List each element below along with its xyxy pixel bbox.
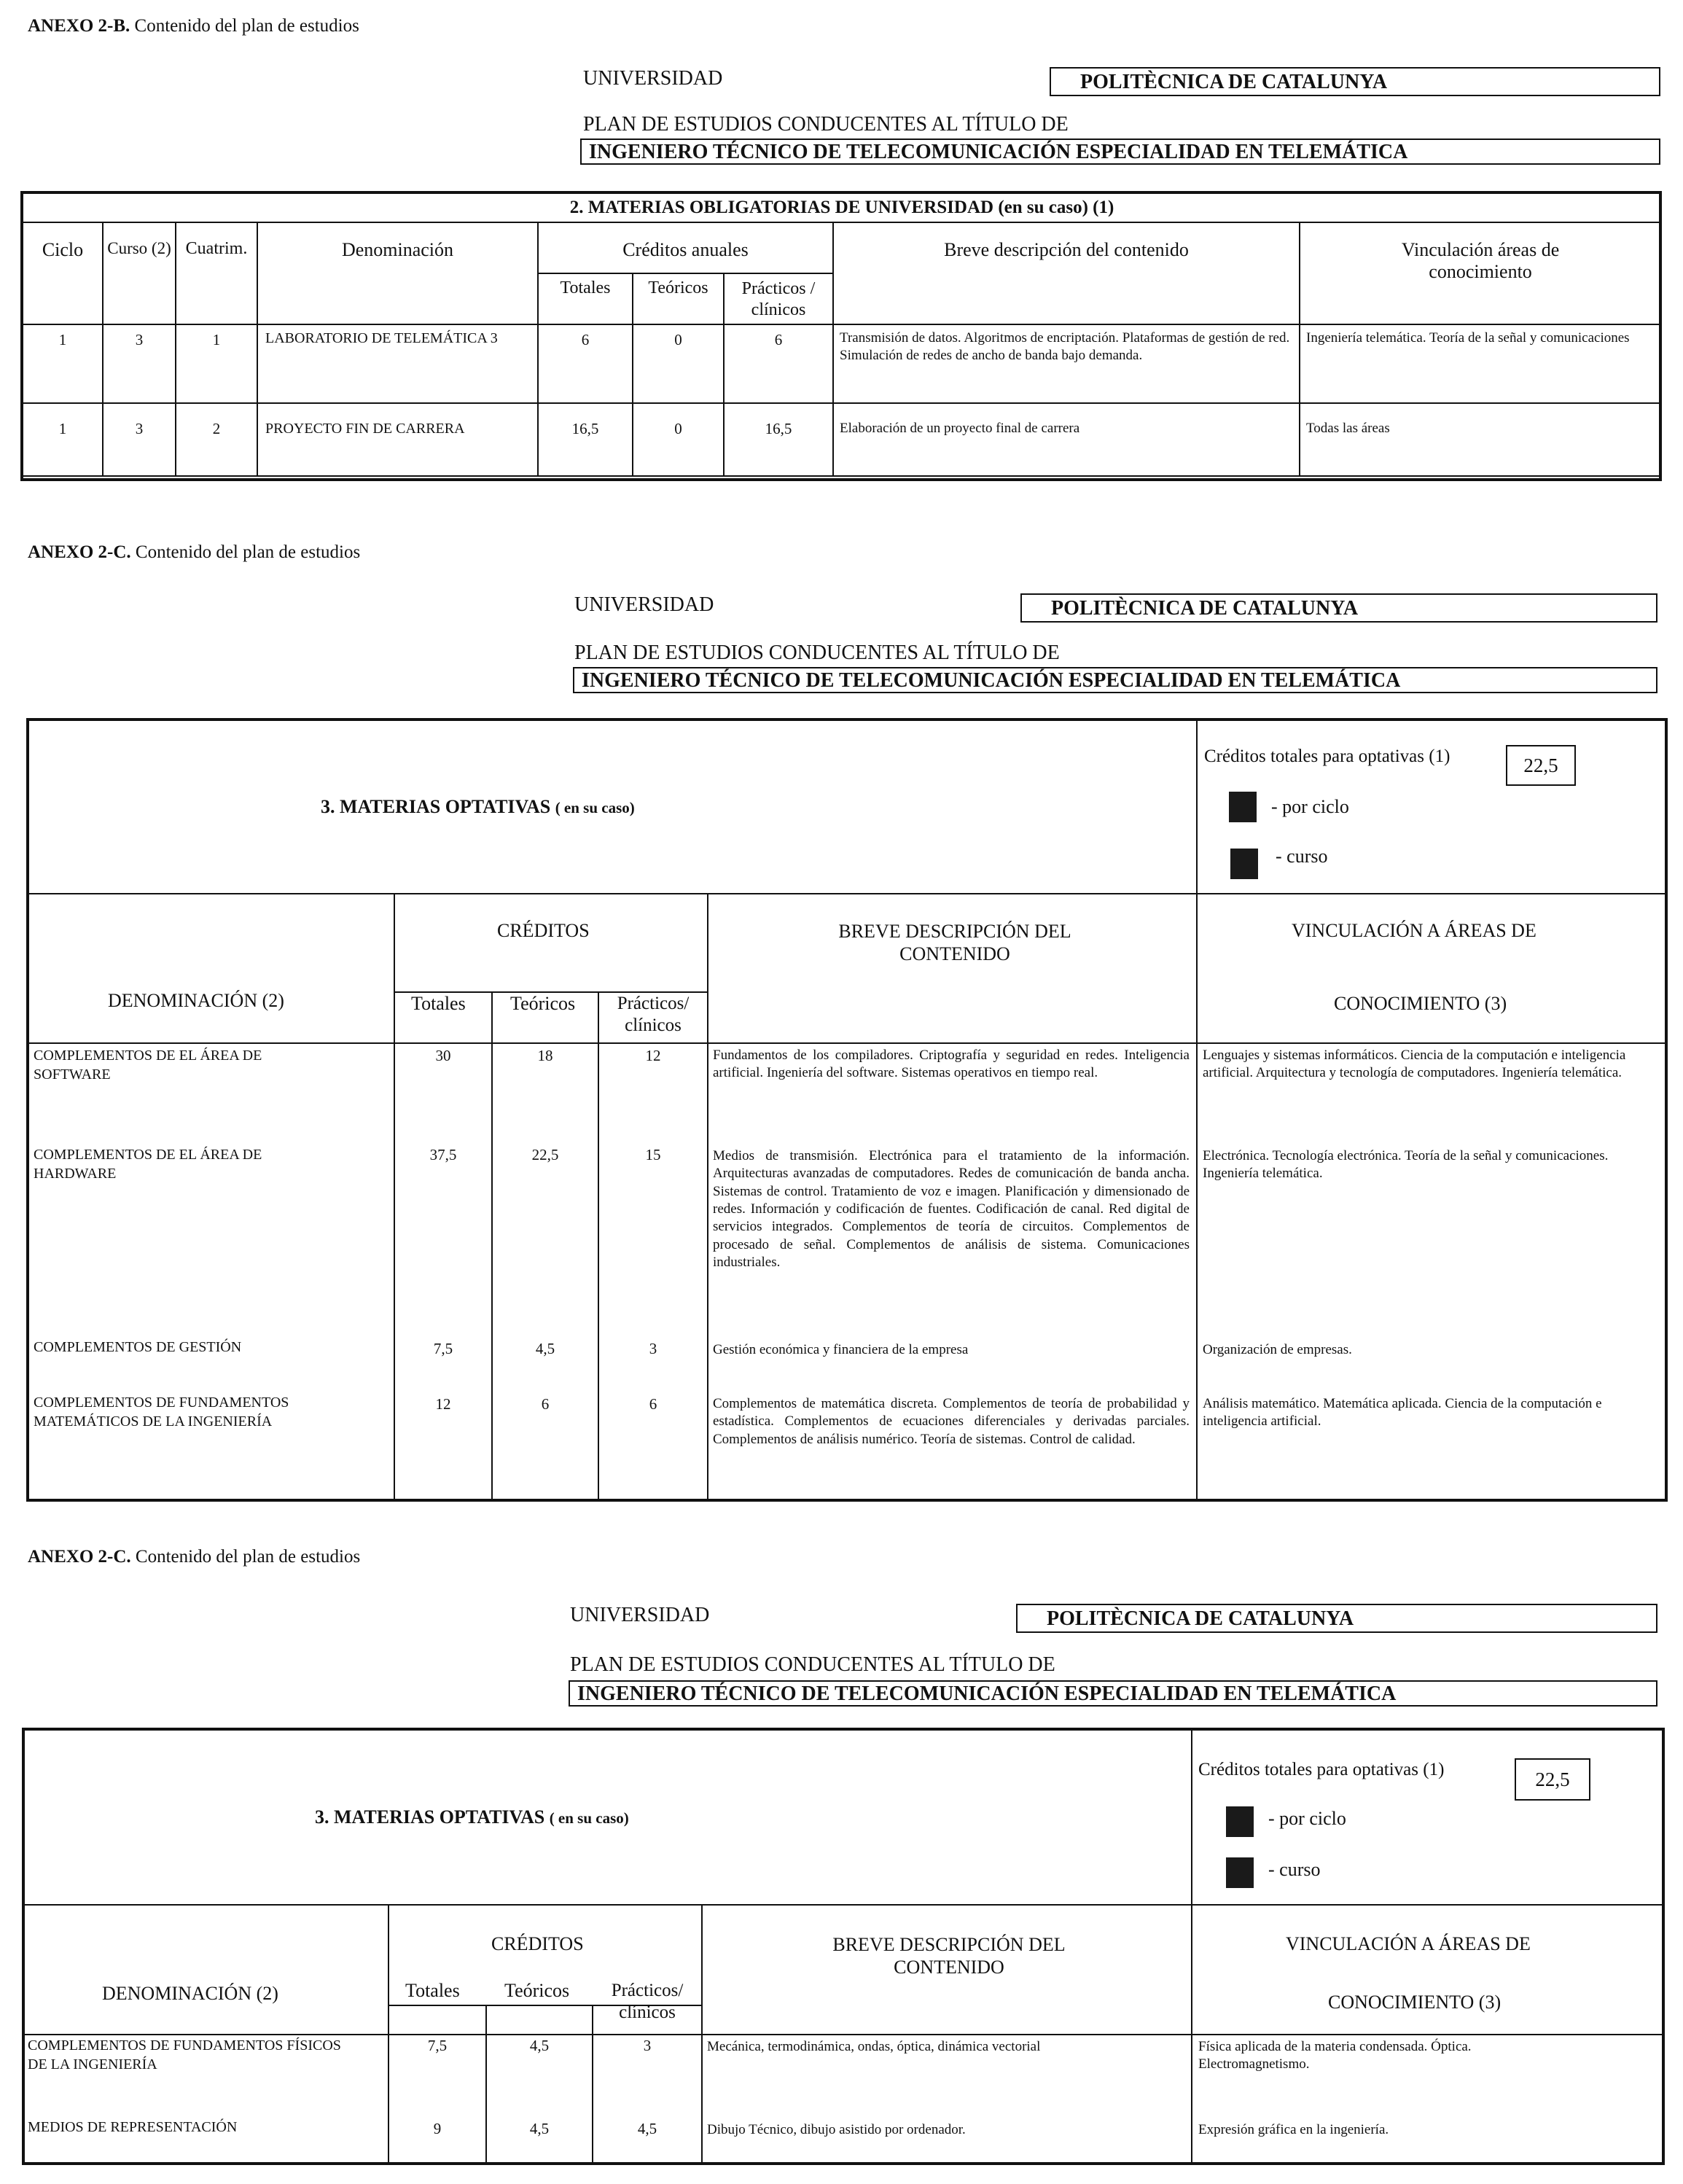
cell-vinculacion: Análisis matemático. Matemática aplicada. Ciencia de la computación e inteligencia artificial. xyxy=(1203,1396,1602,1430)
cell-totales: 9 xyxy=(433,2120,442,2137)
por-ciclo-label: - por ciclo xyxy=(1271,796,1349,817)
cell-teoricos: 0 xyxy=(633,403,724,476)
cell-denominacion: COMPLEMENTOS DE FUNDAMENTOS MATEMÁTICOS DE LA INGENIERÍA xyxy=(34,1395,289,1430)
credits-total-value: 22,5 xyxy=(1506,745,1576,786)
cell-vinculacion: Electrónica. Tecnología electrónica. Teoría de la señal y comunicaciones. Ingeniería telemática. xyxy=(1203,1148,1609,1182)
col-teoricos: Teóricos xyxy=(510,993,576,1014)
university-value-box: POLITÈCNICA DE CATALUNYA xyxy=(1020,593,1657,623)
cell-ciclo: 1 xyxy=(23,324,103,403)
cell-practicos: 3 xyxy=(643,2037,652,2054)
cell-practicos: 15 xyxy=(645,1146,661,1163)
col-descripcion: Breve descripción del contenido xyxy=(833,222,1300,324)
col-vinculacion: Vinculación áreas de conocimiento xyxy=(1300,222,1661,324)
col-practicos: Prácticos/ clínicos xyxy=(611,1981,684,2022)
col-totales: Totales xyxy=(405,1980,460,2001)
cell-denominacion: COMPLEMENTOS DE FUNDAMENTOS FÍSICOS DE LA INGENIERÍA xyxy=(28,2037,341,2072)
col-descripcion: BREVE DESCRIPCIÓN DEL CONTENIDO xyxy=(838,921,1071,965)
col-teoricos: Teóricos xyxy=(633,273,724,324)
cell-teoricos: 4,5 xyxy=(529,2037,550,2054)
credits-total-value: 22,5 xyxy=(1515,1758,1590,1801)
cell-totales: 7,5 xyxy=(433,1340,453,1357)
table-row xyxy=(23,403,1661,476)
cell-teoricos: 0 xyxy=(633,324,724,403)
cell-descripcion: Fundamentos de los compiladores. Criptografía y seguridad en redes. Inteligencia artificial. Ingeniería del software. Sistemas operativos en tiempo real. xyxy=(713,1048,1190,1081)
degree-title-box: INGENIERO TÉCNICO DE TELECOMUNICACIÓN ESPECIALIDAD EN TELEMÁTICA xyxy=(573,667,1657,693)
checkbox-filled-icon xyxy=(1226,1857,1254,1888)
cell-vinculacion: Lenguajes y sistemas informáticos. Ciencia de la computación e inteligencia artificial. Arquitectura y tecnología de computadores. Ingeniería telemática. xyxy=(1203,1048,1626,1081)
cell-vinculacion: Todas las áreas xyxy=(1300,403,1661,476)
cell-teoricos: 6 xyxy=(541,1395,550,1413)
cell-ciclo: 1 xyxy=(23,403,103,476)
table-row xyxy=(23,324,1661,403)
cell-teoricos: 18 xyxy=(537,1047,553,1064)
annex-c2-heading: ANEXO 2-C. Contenido del plan de estudios xyxy=(28,1547,361,1567)
col-cuatrim: Cuatrim. xyxy=(176,222,257,324)
cell-descripcion: Elaboración de un proyecto final de carrera xyxy=(833,403,1300,476)
cell-teoricos: 4,5 xyxy=(535,1340,555,1357)
cell-cuatrim: 1 xyxy=(176,324,257,403)
plan-label: PLAN DE ESTUDIOS CONDUCENTES AL TÍTULO DE xyxy=(570,1653,1055,1676)
curso-label: - curso xyxy=(1268,1859,1321,1880)
col-vinculacion-a: VINCULACIÓN A ÁREAS DE xyxy=(1292,920,1536,941)
cell-practicos: 3 xyxy=(649,1340,657,1357)
cell-totales: 30 xyxy=(435,1047,451,1064)
por-ciclo-label: - por ciclo xyxy=(1268,1808,1346,1829)
cell-descripcion: Dibujo Técnico, dibujo asistido por ordenador. xyxy=(707,2122,966,2137)
cell-descripcion: Transmisión de datos. Algoritmos de encriptación. Plataformas de gestión de red. Simulación de redes de ancho de banda bajo demanda. xyxy=(833,324,1300,403)
col-denominacion: Denominación xyxy=(257,222,538,324)
cell-practicos: 6 xyxy=(724,324,833,403)
cell-denominacion: MEDIOS DE REPRESENTACIÓN xyxy=(28,2119,238,2135)
col-teoricos: Teóricos xyxy=(504,1980,570,2001)
cell-practicos: 6 xyxy=(649,1395,657,1413)
cell-practicos: 16,5 xyxy=(724,403,833,476)
university-label: UNIVERSIDAD xyxy=(570,1604,710,1626)
obligatorias-table xyxy=(22,192,1662,477)
section-title: 3. MATERIAS OPTATIVAS ( en su caso) xyxy=(315,1806,629,1828)
cell-denominacion: LABORATORIO DE TELEMÁTICA 3 xyxy=(257,324,538,403)
cell-vinculacion: Organización de empresas. xyxy=(1203,1342,1352,1357)
cell-descripcion: Complementos de matemática discreta. Complementos de teoría de probabilidad y estadística. Complementos de ecuaciones diferenciales y derivadas parciales. Complementos de análisis numérico. Teoría de sistemas. Control de calidad. xyxy=(713,1396,1190,1447)
cell-descripcion: Medios de transmisión. Electrónica para el tratamiento de la información. Arquitecturas avanzadas de computadores. Redes de comunicación de banda ancha. Sistemas de control. Tratamiento de voz e imagen. Planificación y dimensionado de redes. Información y codificación de fuentes. Codificación de canal. Red digital de servicios integrados. Complementos de teoría de circuitos. Complementos de procesado de señal. Complementos de análisis de sistema. Comunicaciones industriales. xyxy=(713,1148,1190,1270)
university-label: UNIVERSIDAD xyxy=(574,593,714,616)
cell-practicos: 12 xyxy=(645,1047,661,1064)
col-curso: Curso (2) xyxy=(103,222,176,324)
col-vinculacion-b: CONOCIMIENTO (3) xyxy=(1334,993,1507,1014)
col-creditos: Créditos anuales xyxy=(538,222,833,273)
cell-practicos: 4,5 xyxy=(637,2120,657,2137)
col-denominacion: DENOMINACIÓN (2) xyxy=(102,1983,278,2004)
col-creditos: CRÉDITOS xyxy=(491,1933,584,1954)
curso-label: - curso xyxy=(1276,846,1328,867)
checkbox-filled-icon xyxy=(1229,792,1257,822)
col-vinculacion-a: VINCULACIÓN A ÁREAS DE xyxy=(1286,1933,1531,1954)
checkbox-filled-icon xyxy=(1226,1806,1254,1837)
col-denominacion: DENOMINACIÓN (2) xyxy=(108,990,284,1011)
col-ciclo: Ciclo xyxy=(23,222,103,324)
cell-curso: 3 xyxy=(103,403,176,476)
obligatorias-title: 2. MATERIAS OBLIGATORIAS DE UNIVERSIDAD (en su caso) (1) xyxy=(23,193,1661,222)
plan-label: PLAN DE ESTUDIOS CONDUCENTES AL TÍTULO DE xyxy=(574,641,1060,664)
cell-totales: 7,5 xyxy=(427,2037,448,2054)
cell-denominacion: COMPLEMENTOS DE EL ÁREA DE SOFTWARE xyxy=(34,1048,262,1083)
cell-descripcion: Gestión económica y financiera de la empresa xyxy=(713,1342,969,1357)
cell-vinculacion: Ingeniería telemática. Teoría de la señal y comunicaciones xyxy=(1300,324,1661,403)
degree-title-box: INGENIERO TÉCNICO DE TELECOMUNICACIÓN ESPECIALIDAD EN TELEMÁTICA xyxy=(569,1680,1657,1707)
cell-cuatrim: 2 xyxy=(176,403,257,476)
cell-totales: 6 xyxy=(538,324,633,403)
university-value-box: POLITÈCNICA DE CATALUNYA xyxy=(1050,67,1660,96)
degree-title-box: INGENIERO TÉCNICO DE TELECOMUNICACIÓN ESPECIALIDAD EN TELEMÁTICA xyxy=(580,139,1660,165)
cell-totales: 37,5 xyxy=(429,1146,457,1163)
university-value-box: POLITÈCNICA DE CATALUNYA xyxy=(1016,1604,1657,1633)
cell-descripcion: Mecánica, termodinámica, ondas, óptica, dinámica vectorial xyxy=(707,2039,1041,2054)
university-label: UNIVERSIDAD xyxy=(583,67,723,90)
credits-total-label: Créditos totales para optativas (1) xyxy=(1204,746,1450,766)
annex-b-heading: ANEXO 2-B. Contenido del plan de estudios xyxy=(28,16,359,36)
col-totales: Totales xyxy=(411,993,466,1014)
col-descripcion: BREVE DESCRIPCIÓN DEL CONTENIDO xyxy=(832,1934,1066,1978)
cell-curso: 3 xyxy=(103,324,176,403)
cell-teoricos: 22,5 xyxy=(531,1146,559,1163)
cell-totales: 16,5 xyxy=(538,403,633,476)
col-creditos: CRÉDITOS xyxy=(497,920,590,941)
col-vinculacion-b: CONOCIMIENTO (3) xyxy=(1328,1992,1502,2013)
cell-vinculacion: Expresión gráfica en la ingeniería. xyxy=(1198,2122,1389,2137)
cell-denominacion: PROYECTO FIN DE CARRERA xyxy=(257,403,538,476)
cell-totales: 12 xyxy=(435,1395,451,1413)
cell-vinculacion: Física aplicada de la materia condensada. Óptica. Electromagnetismo. xyxy=(1198,2039,1472,2072)
optativas-table-frame xyxy=(26,718,1668,1502)
section-title: 3. MATERIAS OPTATIVAS ( en su caso) xyxy=(321,796,635,817)
annex-c1-heading: ANEXO 2-C. Contenido del plan de estudios xyxy=(28,542,361,562)
col-practicos: Prácticos / clínicos xyxy=(724,273,833,324)
credits-total-label: Créditos totales para optativas (1) xyxy=(1198,1760,1445,1779)
plan-label: PLAN DE ESTUDIOS CONDUCENTES AL TÍTULO DE xyxy=(583,113,1069,136)
cell-teoricos: 4,5 xyxy=(529,2120,550,2137)
checkbox-filled-icon xyxy=(1230,849,1258,879)
col-totales: Totales xyxy=(538,273,633,324)
col-practicos: Prácticos/ clínicos xyxy=(617,994,690,1035)
cell-denominacion: COMPLEMENTOS DE EL ÁREA DE HARDWARE xyxy=(34,1147,262,1182)
cell-denominacion: COMPLEMENTOS DE GESTIÓN xyxy=(34,1339,242,1355)
